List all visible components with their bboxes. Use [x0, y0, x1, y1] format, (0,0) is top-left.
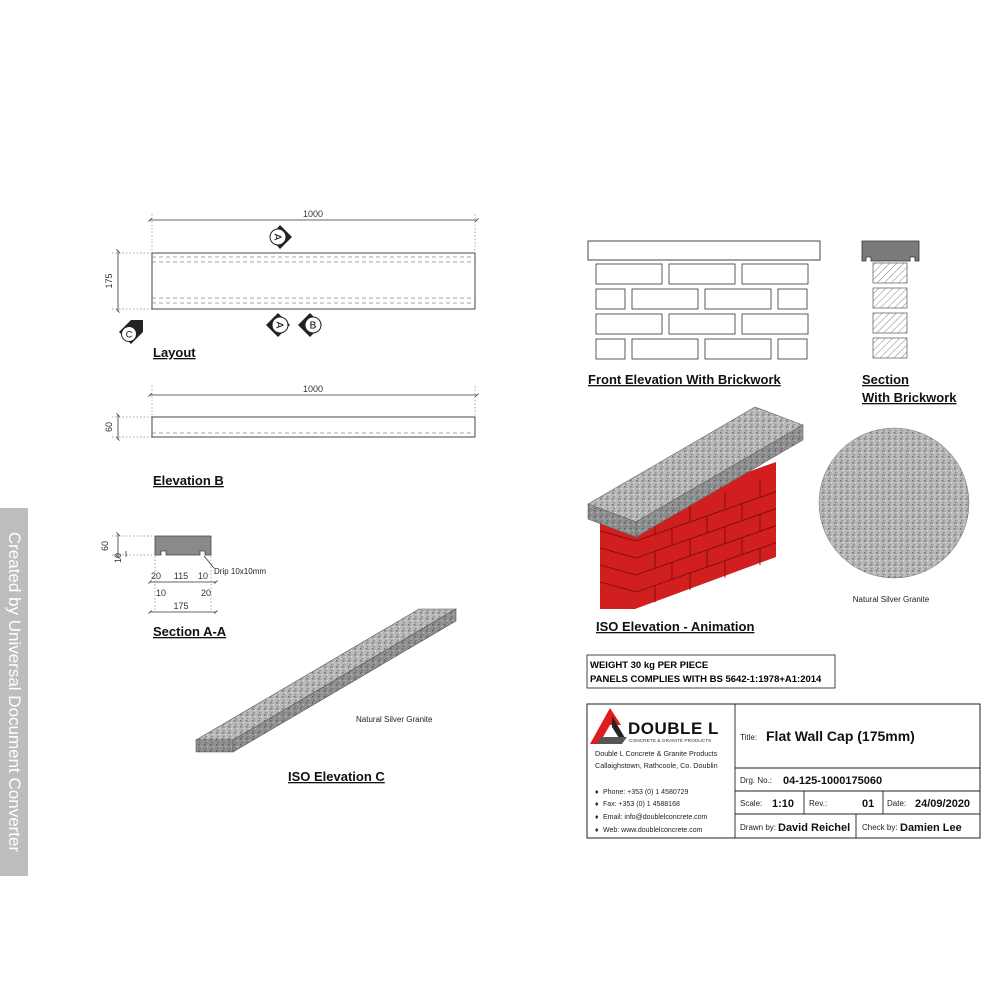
- section-aa-label: Section A-A: [153, 624, 227, 639]
- layout-label: Layout: [153, 345, 196, 360]
- section-brick-course: [873, 338, 907, 358]
- layout-outline: [152, 253, 475, 309]
- iso-animation-label: ISO Elevation - Animation: [596, 619, 755, 634]
- granite-swatch: [819, 428, 969, 604]
- section-dim-10: 10: [113, 552, 123, 564]
- marker-a-bottom-letter: A: [273, 321, 285, 329]
- front-brick: [669, 264, 735, 284]
- elevation-width-dim: 1000: [302, 384, 324, 394]
- marker-c-letter: C: [125, 329, 133, 340]
- contact-fax: Fax: +353 (0) 1 4588168: [603, 801, 680, 808]
- front-elevation-view: [588, 241, 820, 387]
- iso-c-material: Natural Silver Granite: [356, 715, 433, 724]
- section-brick-course: [873, 288, 907, 308]
- front-brick: [705, 289, 771, 309]
- drawn-by-label: Drawn by:: [740, 823, 777, 832]
- front-brick: [632, 339, 698, 359]
- watermark-strip: [0, 508, 28, 876]
- note-weight: WEIGHT 30 kg PER PIECE: [590, 660, 709, 671]
- iso-animation-view: [588, 407, 803, 634]
- swatch-material-label: Natural Silver Granite: [852, 595, 930, 604]
- contact-phone: Phone: +353 (0) 1 4580729: [603, 789, 689, 796]
- section-dim-60: 60: [100, 540, 110, 552]
- bullet-icon: ♦: [595, 801, 599, 808]
- granite-swatch-circle: [819, 428, 969, 578]
- company-address: Callaighstown, Rathcoole, Co. Doublin: [595, 761, 718, 770]
- title-label: Title:: [740, 733, 758, 742]
- front-elevation-label: Front Elevation With Brickwork: [588, 372, 781, 387]
- front-brickwork: [596, 264, 808, 359]
- bullet-icon: ♦: [595, 789, 599, 796]
- section-brick-cap: [862, 241, 919, 261]
- marker-a-top-letter: A: [271, 233, 283, 241]
- section-aa-view: [100, 534, 266, 639]
- marker-b-letter: B: [309, 320, 317, 332]
- section-brick-course: [873, 263, 907, 283]
- title-block: [587, 704, 980, 838]
- note-standard: PANELS COMPLIES WITH BS 5642-1:1978+A1:2014: [590, 674, 822, 685]
- logo-tagline: CONCRETE & GRANITE PRODUCTS: [629, 739, 712, 744]
- date-label: Date:: [887, 799, 907, 808]
- front-cap: [588, 241, 820, 260]
- section-marker-a-bottom: [266, 313, 290, 337]
- front-brick: [596, 314, 662, 334]
- elevation-height-dim: 60: [104, 421, 114, 433]
- layout-view: [104, 209, 477, 360]
- elevation-outline: [152, 417, 475, 437]
- date-value: 24/09/2020: [915, 798, 971, 810]
- contact-email: Email: info@doublelconcrete.com: [603, 814, 708, 821]
- elevation-b-label: Elevation B: [153, 473, 224, 488]
- watermark-text: Created by Universal Document Converter: [5, 531, 24, 853]
- logo-text: DOUBLE L: [628, 719, 719, 738]
- elevation-b-view: [104, 384, 477, 488]
- section-brick-course: [873, 313, 907, 333]
- drip-note: Drip 10x10mm: [214, 567, 267, 576]
- drg-label: Drg. No.:: [740, 776, 773, 785]
- rev-value: 01: [862, 798, 875, 810]
- scale-value: 1:10: [772, 798, 795, 810]
- notes-box: [587, 655, 835, 688]
- section-dim-115: 115: [173, 571, 189, 581]
- iso-elevation-c-view: [196, 609, 456, 784]
- front-brick: [778, 289, 807, 309]
- front-brick: [632, 289, 698, 309]
- section-profile: [155, 536, 211, 555]
- section-marker-c: [119, 320, 143, 344]
- layout-width-dim: 1000: [302, 209, 324, 219]
- section-dim-175: 175: [173, 601, 189, 611]
- layout-depth-dim: 175: [104, 273, 114, 289]
- section-brick-view: [862, 241, 957, 405]
- rev-label: Rev.:: [809, 799, 828, 808]
- section-dim-20-left: 20: [150, 571, 162, 581]
- check-by-label: Check by:: [862, 823, 898, 832]
- check-by-value: Damien Lee: [900, 822, 962, 834]
- section-brick-label-1: Section: [862, 372, 909, 387]
- contact-web: Web: www.doublelconcrete.com: [603, 827, 703, 834]
- front-brick: [669, 314, 735, 334]
- iso-c-side-face: [233, 609, 456, 752]
- iso-c-label: ISO Elevation C: [288, 769, 385, 784]
- section-marker-b: [298, 313, 322, 337]
- title-value: Flat Wall Cap (175mm): [766, 728, 915, 744]
- bullet-icon: ♦: [595, 827, 599, 834]
- scale-label: Scale:: [740, 799, 763, 808]
- section-dim-10-bottom: 10: [155, 588, 167, 598]
- front-brick: [596, 289, 625, 309]
- section-marker-a-top: [270, 225, 292, 249]
- front-brick: [742, 314, 808, 334]
- section-dim-20-bottom: 20: [200, 588, 212, 598]
- front-brick: [742, 264, 808, 284]
- bullet-icon: ♦: [595, 814, 599, 821]
- drg-value: 04-125-1000175060: [783, 775, 883, 787]
- iso-c-end-face: [196, 740, 233, 752]
- drawn-by-value: David Reichel: [778, 822, 851, 834]
- company-name: Double L Concrete & Granite Products: [595, 749, 718, 758]
- front-brick: [596, 264, 662, 284]
- section-brick-label-2: With Brickwork: [862, 390, 957, 405]
- front-brick: [705, 339, 771, 359]
- section-dim-10-right: 10: [197, 571, 209, 581]
- front-brick: [596, 339, 625, 359]
- front-brick: [778, 339, 807, 359]
